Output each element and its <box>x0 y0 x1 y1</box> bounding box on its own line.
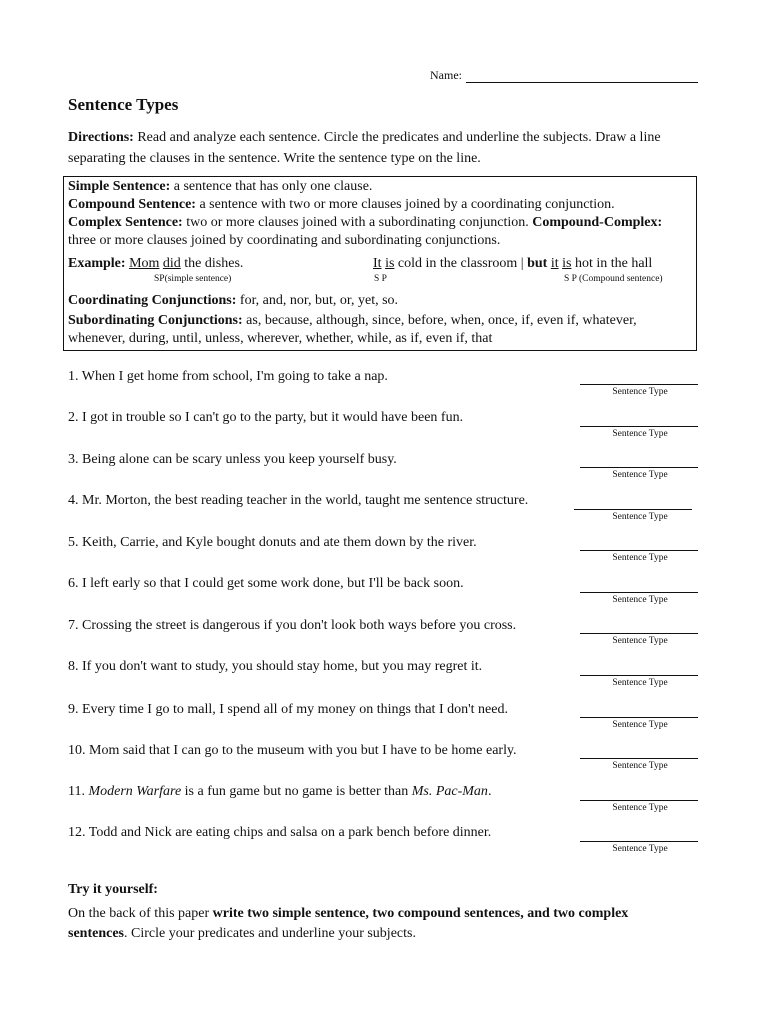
answer-line-7[interactable] <box>580 632 698 634</box>
example-2: It is cold in the classroom | but it is hot in the hall <box>373 256 653 271</box>
simple-definition: Simple Sentence: a sentence that has only one clause. <box>68 179 373 194</box>
answer-label-11: Sentence Type <box>612 803 668 813</box>
answer-label-6: Sentence Type <box>612 595 668 605</box>
answer-label-9: Sentence Type <box>612 720 668 730</box>
try-it-title: Try it yourself: <box>68 882 158 897</box>
answer-line-4[interactable] <box>574 508 692 510</box>
name-field[interactable] <box>430 68 698 83</box>
directions-label: Directions: <box>68 130 134 145</box>
complex-definition: Complex Sentence: two or more clauses joined with a subordinating conjunction. Compound-Complex: three or more clauses joined by coordinating and subordinating conjunctions. <box>68 215 663 248</box>
question-12: 12. Todd and Nick are eating chips and salsa on a park bench before dinner. <box>68 825 492 840</box>
answer-line-2[interactable] <box>580 425 698 427</box>
example-2-note-left: S P <box>374 274 387 284</box>
answer-line-11[interactable] <box>580 799 698 801</box>
page-title: Sentence Types <box>68 95 179 114</box>
answer-line-6[interactable] <box>580 591 698 593</box>
directions <box>68 127 693 169</box>
answer-line-5[interactable] <box>580 549 698 551</box>
answer-line-8[interactable] <box>580 674 698 676</box>
question-1: 1. When I get home from school, I'm going to take a nap. <box>68 369 388 384</box>
answer-line-1[interactable] <box>580 383 698 385</box>
compound-definition: Compound Sentence: a sentence with two or more clauses joined by a coordinating conjunction. <box>68 197 615 212</box>
question-6: 6. I left early so that I could get some work done, but I'll be back soon. <box>68 576 464 591</box>
question-5: 5. Keith, Carrie, and Kyle bought donuts and ate them down by the river. <box>68 535 477 550</box>
try-it-text: On the back of this paper write two simple sentence, two compound sentences, and two complex sentences. Circle your predicates and underline your subjects. <box>68 906 629 941</box>
question-7: 7. Crossing the street is dangerous if you don't look both ways before you cross. <box>68 618 517 633</box>
answer-label-12: Sentence Type <box>612 844 668 854</box>
directions-text: Read and analyze each sentence. Circle the predicates and underline the subjects. Draw a line separating the clauses in the sentence. Write the sentence type on the line. <box>68 130 661 166</box>
question-3: 3. Being alone can be scary unless you keep yourself busy. <box>68 452 397 467</box>
definitions-box <box>63 176 697 351</box>
example-1: Example: Mom did the dishes. <box>68 256 244 271</box>
question-10: 10. Mom said that I can go to the museum with you but I have to be home early. <box>68 743 517 758</box>
question-2: 2. I got in trouble so I can't go to the party, but it would have been fun. <box>68 410 464 425</box>
question-8: 8. If you don't want to study, you should stay home, but you may regret it. <box>68 659 483 674</box>
answer-label-5: Sentence Type <box>612 553 668 563</box>
answer-line-12[interactable] <box>580 840 698 842</box>
name-line[interactable] <box>466 70 698 83</box>
game-title-2: Ms. Pac-Man <box>411 784 488 799</box>
answer-label-1: Sentence Type <box>612 387 668 397</box>
coordinating-conjunctions: Coordinating Conjunctions: for, and, nor, but, or, yet, so. <box>68 293 399 308</box>
example-2-note-right: S P (Compound sentence) <box>564 274 663 284</box>
question-4: 4. Mr. Morton, the best reading teacher in the world, taught me sentence structure. <box>68 493 529 508</box>
question-11: 11. Modern Warfare is a fun game but no game is better than Ms. Pac-Man. <box>68 784 492 799</box>
answer-label-7: Sentence Type <box>612 636 668 646</box>
answer-label-8: Sentence Type <box>612 678 668 688</box>
answer-line-3[interactable] <box>580 466 698 468</box>
answer-line-10[interactable] <box>580 757 698 759</box>
subordinating-conjunctions: Subordinating Conjunctions: as, because, although, since, before, when, once, if, even if, whatever, whenever, during, until, unless, wherever, whether, while, as if, even if, that <box>68 313 637 346</box>
question-9: 9. Every time I go to mall, I spend all of my money on things that I don't need. <box>68 702 508 717</box>
game-title-1: Modern Warfare <box>88 784 182 799</box>
example-1-note: SP(simple sentence) <box>154 274 232 284</box>
answer-line-9[interactable] <box>580 716 698 718</box>
answer-label-4: Sentence Type <box>612 512 668 522</box>
answer-label-2: Sentence Type <box>612 429 668 439</box>
answer-label-10: Sentence Type <box>612 761 668 771</box>
answer-label-3: Sentence Type <box>612 470 668 480</box>
name-label: Name: <box>430 68 462 82</box>
